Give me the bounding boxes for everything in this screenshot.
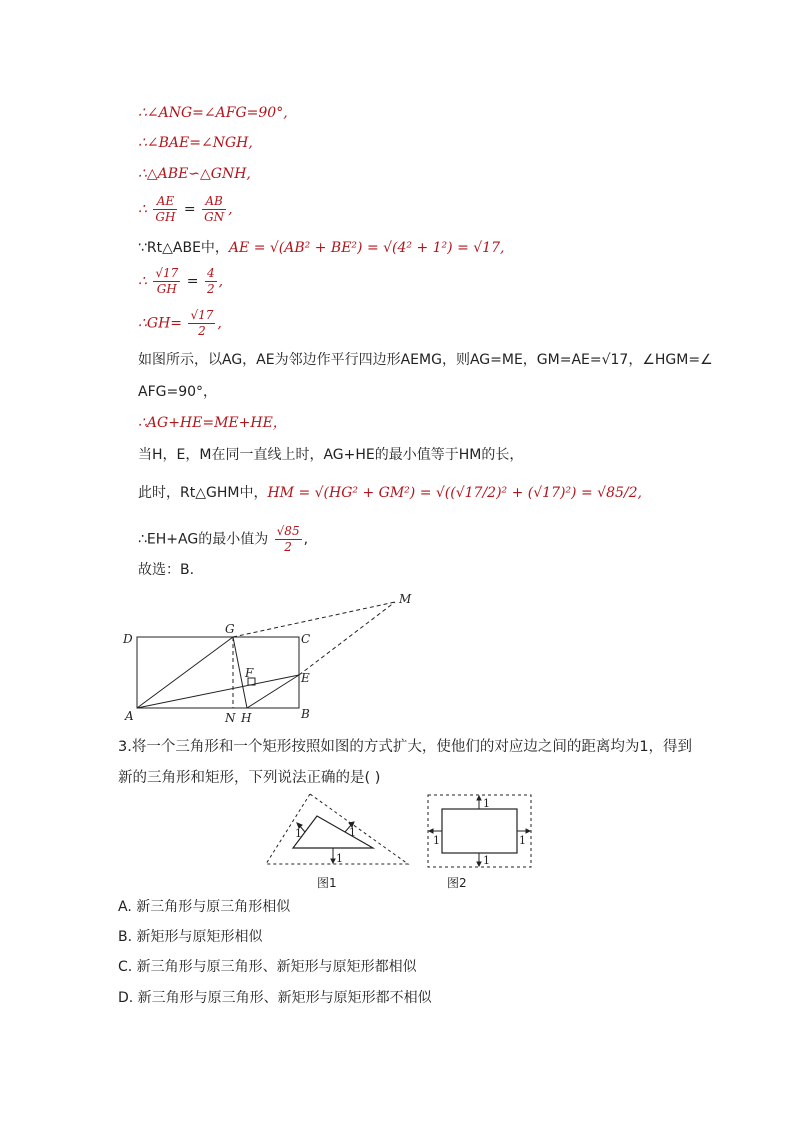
solution-line-13: ∴EH+AG的最小值为 $\frac{√85}{2}$ , (138, 524, 309, 554)
dist-label-left: 1 (433, 834, 440, 847)
option-b[interactable]: B. 新矩形与原矩形相似 (118, 929, 263, 945)
label-e: E (301, 671, 310, 685)
original-rectangle (442, 809, 517, 853)
segment-ag (137, 637, 233, 708)
label-c: C (301, 632, 311, 646)
solution-line-14: 故选：B. (138, 562, 195, 578)
figure-2-rectangles (425, 792, 535, 892)
fraction-ae-gh: $\frac{AE}{GH}$ (155, 194, 176, 224)
solution-line-8: 如图所示，以AG，AE为邻边作平行四边形AEMG，则AG=ME，GM=AE=√17，∠HGM=∠ (138, 352, 713, 368)
label-b: B (301, 707, 310, 721)
option-c[interactable]: C. 新三角形与原三角形、新矩形与原矩形都相似 (118, 959, 417, 975)
label-n: N (225, 711, 236, 725)
segment-em (299, 602, 395, 675)
fraction-sqrt17-gh: $\frac{√17}{GH}$ (155, 266, 179, 296)
solution-line-5: ∵Rt△ABE中，AE = √(AB² + BE²) = √(4² + 1²) = √17, (138, 240, 505, 256)
fraction-ab-gn: $\frac{AB}{GN}$ (204, 194, 225, 224)
fraction-4-2: $\frac{4}{2}$ (206, 266, 215, 296)
fig1-caption: 图1 (317, 876, 337, 890)
solution-line-9: AFG=90°， (138, 384, 218, 400)
solution-line-11: 当H，E，M在同一直线上时，AG+HE的最小值等于HM的长， (138, 447, 524, 463)
solution-line-1: ∴∠ANG=∠AFG=90°, (138, 105, 288, 121)
dist-label-right: 1 (349, 826, 356, 839)
label-g: G (225, 622, 235, 636)
solution-line-3: ∴△ABE∽△GNH, (138, 166, 251, 182)
solution-line-10: ∴AG+HE=ME+HE， (138, 415, 287, 431)
fraction-min-value: $\frac{√85}{2}$ (276, 524, 300, 554)
fraction-gh-value: $\frac{√17}{2}$ (190, 308, 214, 338)
label-h: H (241, 711, 252, 725)
label-f: F (245, 666, 254, 680)
figure-1-triangles (262, 792, 412, 892)
segment-ae (137, 675, 299, 708)
dist-label-right: 1 (519, 834, 526, 847)
dist-label-bottom: 1 (483, 854, 490, 867)
dist-label-bottom: 1 (336, 852, 343, 865)
question-3-line-1: 3.将一个三角形和一个矩形按照如图的方式扩大，使他们的对应边之间的距离均为1，得到 (118, 739, 693, 755)
geometry-figure (115, 585, 425, 730)
question-3-line-2: 新的三角形和矩形，下列说法正确的是( ) (118, 770, 381, 786)
label-d: D (123, 632, 133, 646)
label-a: A (125, 709, 134, 723)
solution-line-2: ∴∠BAE=∠NGH, (138, 135, 253, 151)
option-a[interactable]: A. 新三角形与原三角形相似 (118, 899, 291, 915)
fig2-caption: 图2 (447, 876, 467, 890)
label-m: M (399, 592, 412, 606)
solution-line-4: ∴ $\frac{AE}{GH}$ = $\frac{AB}{GN}$ , (138, 194, 233, 224)
solution-line-6: ∴ $\frac{√17}{GH}$ = $\frac{4}{2}$ , (138, 266, 224, 296)
dist-label-top: 1 (483, 797, 490, 810)
dist-label-left: 1 (295, 827, 302, 840)
solution-line-12: 此时，Rt△GHM中，HM = √(HG² + GM²) = √((√17/2)² + (√17)²) = √85/2, (138, 485, 642, 501)
option-d[interactable]: D. 新三角形与原三角形、新矩形与原矩形都不相似 (118, 990, 432, 1006)
segment-gm (233, 602, 395, 637)
solution-line-7: ∴GH= $\frac{√17}{2}$ , (138, 308, 222, 338)
